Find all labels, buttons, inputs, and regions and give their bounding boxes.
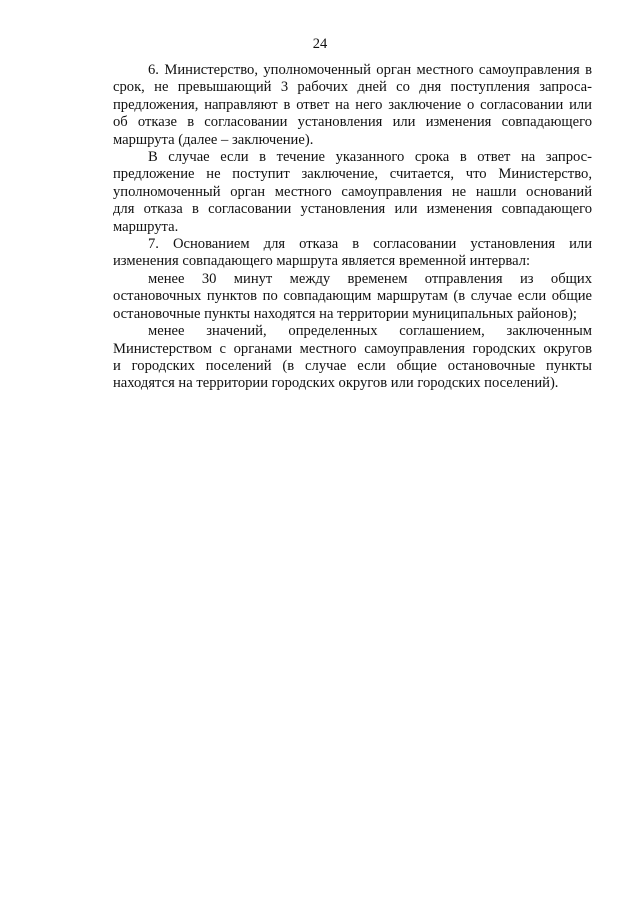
text-line: об отказе в согласовании установления или изменения совпадающего [113,114,592,131]
text-line: В случае если в течение указанного срока в ответ на запрос- [148,149,592,166]
page-number: 24 [312,36,328,52]
text-line: Министерством с органами местного самоуправления городских округов [113,340,592,357]
text-line: остановочных пунктов по совпадающим маршрутам (в случае если общие [113,288,592,305]
text-line: 6. Министерство, уполномоченный орган местного самоуправления в [148,62,592,78]
text-line: предложения, направляют в ответ на него заключение о согласовании или [113,96,592,113]
paragraph-interval-agreement [113,323,592,393]
text-line: менее значений, определенных соглашением, заключенным [148,323,592,340]
document-body [113,62,592,393]
text-line: остановочные пункты находятся на территории муниципальных районов); [113,305,577,322]
text-line: маршрута. [113,218,179,235]
text-line: срок, не превышающий 3 рабочих дней со дня поступления запроса- [113,79,592,96]
paragraph-6 [113,62,592,149]
paragraph-interval-30-min [113,271,592,323]
text-line: маршрута (далее – заключение). [113,131,314,148]
text-line: предложение не поступит заключение, считается, что Министерство, [113,166,592,183]
text-line: уполномоченный орган местного самоуправления не нашли оснований [113,183,592,200]
text-line: и городских поселений (в случае если общие остановочные пункты [113,357,592,374]
text-line: для отказа в согласовании установления или изменения совпадающего [113,201,592,218]
paragraph-no-response [113,149,592,236]
text-line: менее 30 минут между временем отправления из общих [148,270,592,287]
text-line: изменения совпадающего маршрута является временной интервал: [113,253,531,270]
text-line: 7. Основанием для отказа в согласовании установления или [148,236,592,253]
text-line: находятся на территории городских округов или городских поселений). [113,375,559,392]
paragraph-7 [113,236,592,271]
